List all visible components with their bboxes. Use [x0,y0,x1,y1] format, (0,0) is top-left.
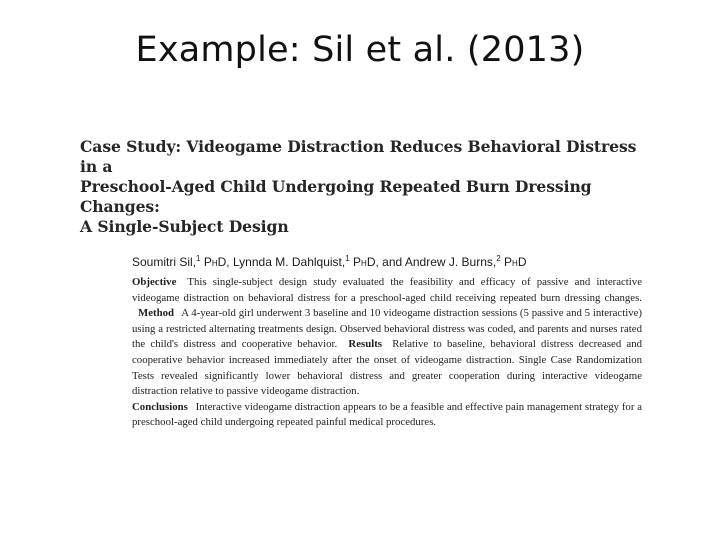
paper-title-line-1: Case Study: Videogame Distraction Reduces Behavioral Distress in a [80,137,637,176]
author-name: Soumitri Sil, [132,255,197,269]
paper-title [80,137,640,237]
objective-text: This single-subject design study evaluated the feasibility and efficacy of passive and interactive videogame distraction on behavioral distress for a preschool-aged child receiving repeated burn dressing changes. [132,276,642,304]
author-degree: PhD, [203,255,230,269]
author-affiliation: 2 [496,254,501,263]
conclusions-label: Conclusions [132,400,188,413]
abstract [132,275,642,431]
results-text: Relative to baseline, behavioral distress decreased and cooperative behavior increased immediately after the onset of videogame distraction. Single Case Randomization Tests revealed significantly lower behavioral distress and greater cooperation during interactive videogame distraction relative to passive videogame distraction. [132,338,643,398]
method-text: A 4-year-old girl underwent 3 baseline and 10 videogame distraction sessions (5 passive and 5 interactive) using a restricted alternating treatments design. Observed behavioral distress was coded, and parents and nurses rated the child's distress and cooperative behavior. [132,307,643,351]
author-list [132,254,640,269]
results-label: Results [348,338,382,351]
objective-label: Objective [132,276,177,288]
author-degree: PhD, [353,255,379,269]
author-degree: PhD [504,255,527,269]
conclusions-text: Interactive videogame distraction appears to be a feasible and effective pain management strategy for a preschool-aged child undergoing repeated painful medical procedures. [132,400,642,429]
slide-title: Example: Sil et al. (2013) [135,30,585,70]
paper-excerpt [80,137,643,431]
paper-title-line-2: Preschool-Aged Child Undergoing Repeated Burn Dressing Changes: [80,177,592,216]
author-affiliation: 1 [345,254,350,263]
author-name: and Andrew J. Burns, [382,255,497,269]
method-label: Method [138,307,174,320]
author-name: Lynnda M. Dahlquist, [232,255,346,269]
paper-title-line-3: A Single-Subject Design [80,217,289,236]
author-affiliation: 1 [196,254,201,263]
